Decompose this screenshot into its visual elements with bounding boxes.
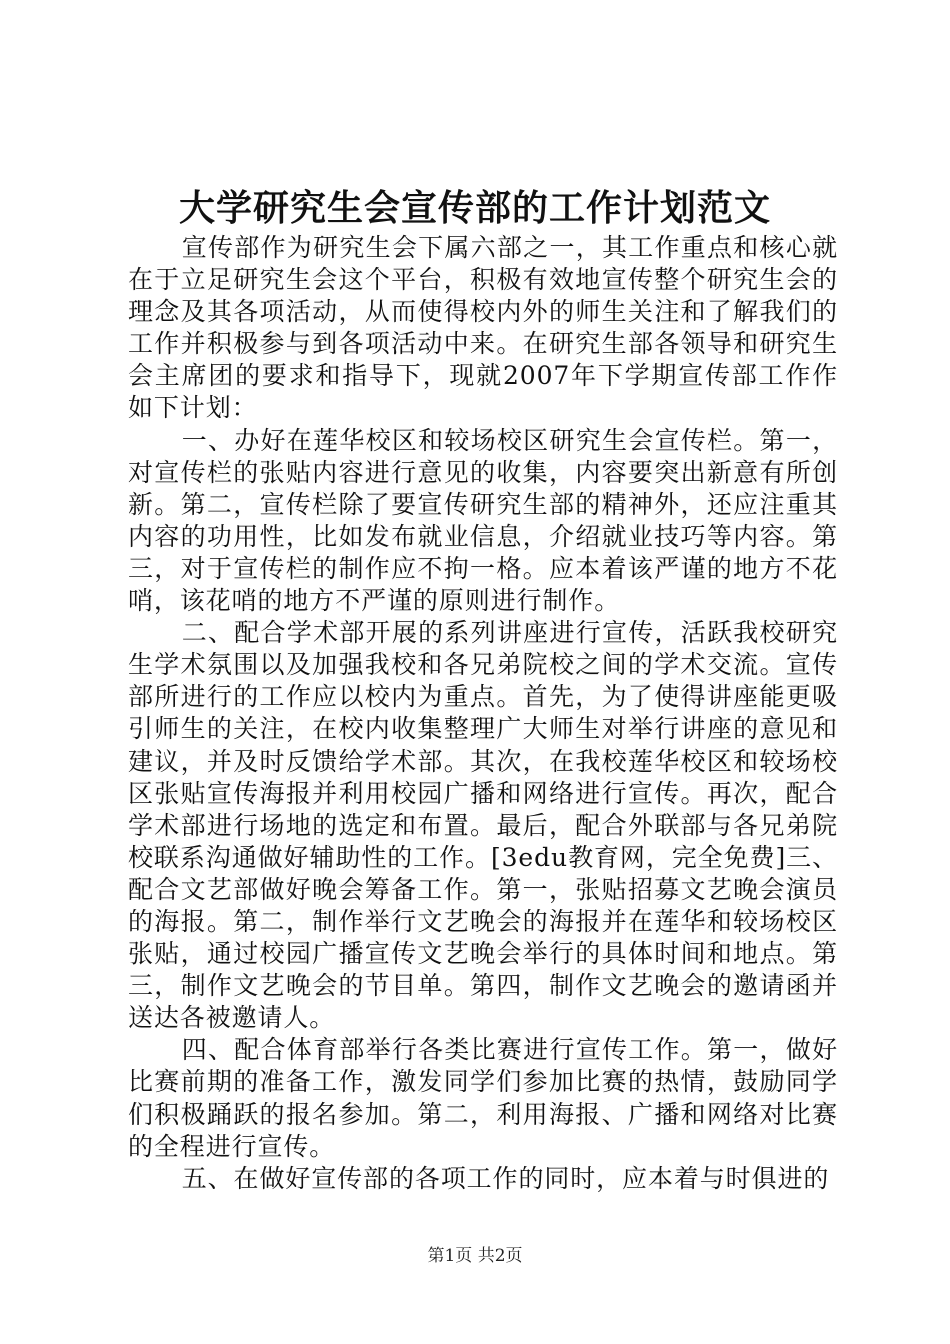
- document-body: [128, 232, 838, 1195]
- paragraph-item-2-3: 二、配合学术部开展的系列讲座进行宣传，活跃我校研究生学术氛围以及加强我校和各兄弟院校之间的学术交流。宣传部所进行的工作应以校内为重点。首先，为了使得讲座能更吸引师生的关注，在校内收集整理广大师生对举行讲座的意见和建议，并及时反馈给学术部。其次，在我校莲华校区和较场校区张贴宣传海报并利用校园广播和网络进行宣传。再次，配合学术部进行场地的选定和布置。最后，配合外联部与各兄弟院校联系沟通做好辅助性的工作。[3edu教育网，完全免费]三、配合文艺部做好晚会筹备工作。第一，张贴招募文艺晚会演员的海报。第二，制作举行文艺晚会的海报并在莲华和较场校区张贴，通过校园广播宣传文艺晚会举行的具体时间和地点。第三，制作文艺晚会的节目单。第四，制作文艺晚会的邀请函并送达各被邀请人。: [128, 618, 838, 1033]
- paragraph-item-5: 五、在做好宣传部的各项工作的同时，应本着与时俱进的: [181, 1163, 830, 1193]
- paragraph-intro: 宣传部作为研究生会下属六部之一，其工作重点和核心就在于立足研究生会这个平台，积极有效地宣传整个研究生会的理念及其各项活动，从而使得校内外的师生关注和了解我们的工作并积极参与到各项活动中来。在研究生部各领导和研究生会主席团的要求和指导下，现就2007年下学期宣传部工作作如下计划：: [128, 233, 838, 423]
- document-title: 大学研究生会宣传部的工作计划范文: [178, 187, 771, 229]
- paragraph-item-4: 四、配合体育部举行各类比赛进行宣传工作。第一，做好比赛前期的准备工作，激发同学们参加比赛的热情，鼓励同学们积极踊跃的报名参加。第二，利用海报、广播和网络对比赛的全程进行宣传。: [128, 1035, 838, 1161]
- page-number-footer: 第1页 共2页: [427, 1246, 523, 1266]
- paragraph-item-1: 一、办好在莲华校区和较场校区研究生会宣传栏。第一，对宣传栏的张贴内容进行意见的收集，内容要突出新意有所创新。第二，宣传栏除了要宣传研究生部的精神外，还应注重其内容的功用性，比如发布就业信息，介绍就业技巧等内容。第三，对于宣传栏的制作应不拘一格。应本着该严谨的地方不花哨，该花哨的地方不严谨的原则进行制作。: [128, 425, 838, 616]
